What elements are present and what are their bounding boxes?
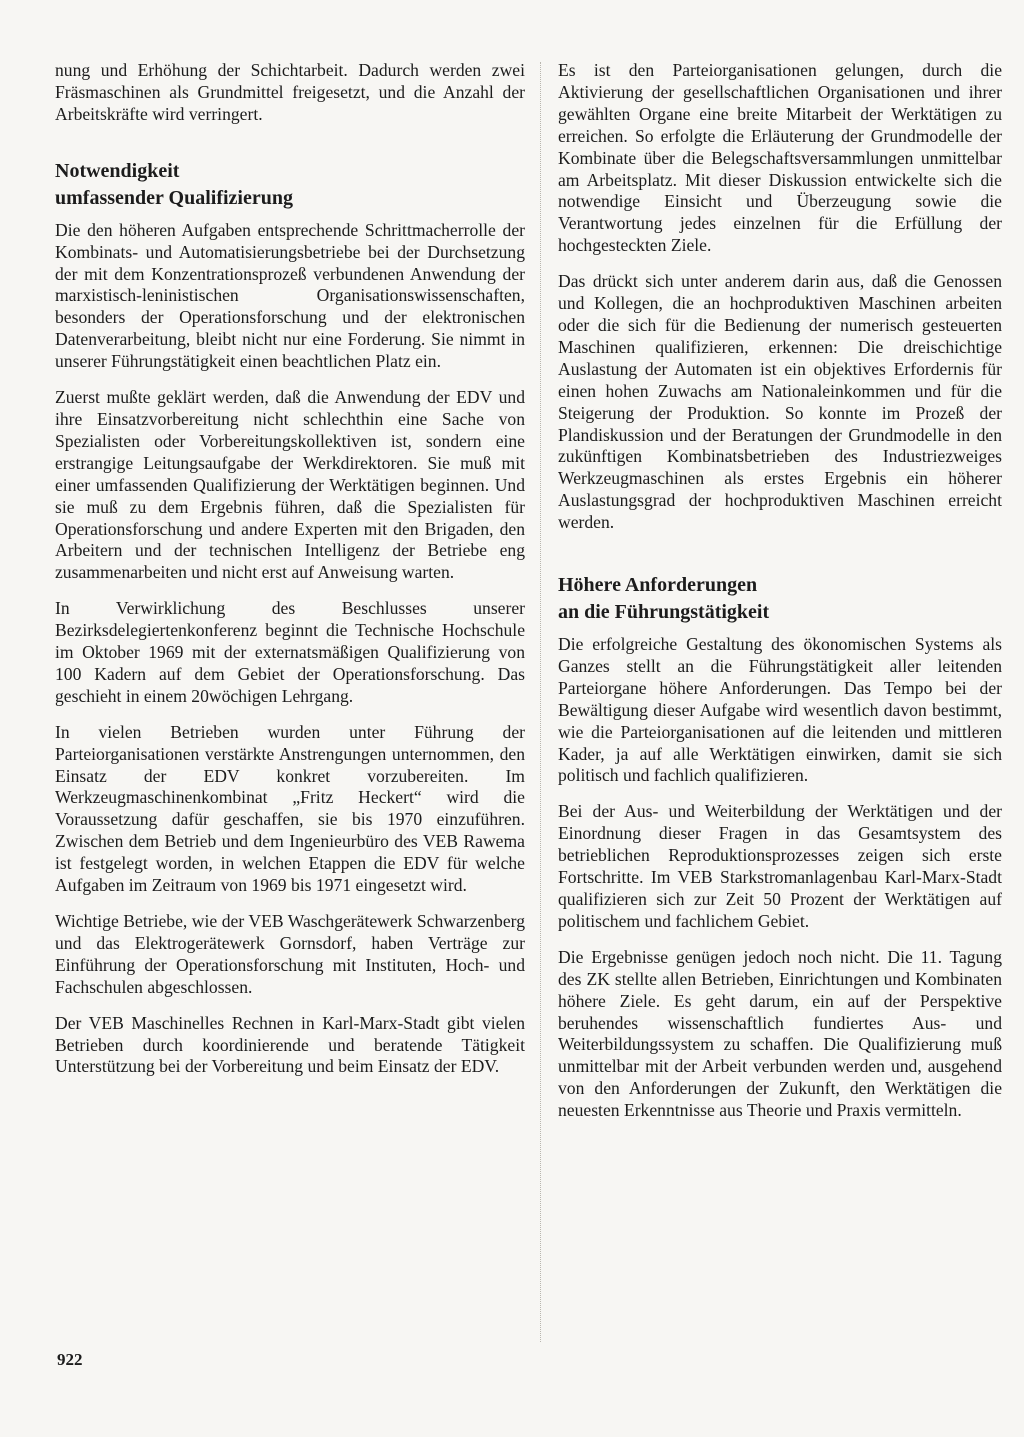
right-column bbox=[558, 60, 1002, 1136]
paragraph: Bei der Aus- und Weiterbildung der Werktätigen und der Einordnung dieser Fragen in das Gesamtsystem des betrieblichen Reproduktionsprozesses zeigen sich erste Fortschritte. Im VEB Starkstromanlagenbau Karl-Marx-Stadt qualifizieren sich zur Zeit 50 Prozent der Werktätigen auf politischem und fachlichem Gebiet. bbox=[558, 801, 1002, 931]
paragraph: Der VEB Maschinelles Rechnen in Karl-Marx-Stadt gibt vielen Betrieben durch koordinierende und beratende Tätigkeit Unterstützung bei der Vorbereitung und beim Einsatz der EDV. bbox=[55, 1012, 525, 1077]
heading-line: Notwendigkeit bbox=[55, 159, 180, 182]
heading-line: umfassender Qualifizierung bbox=[55, 186, 293, 209]
paragraph: nung und Erhöhung der Schichtarbeit. Dadurch werden zwei Fräsmaschinen als Grundmittel freigesetzt, und die Anzahl der Arbeitskräfte wird verringert. bbox=[55, 60, 525, 124]
paragraph: Die Ergebnisse genügen jedoch noch nicht. Die 11. Tagung des ZK stellte allen Betrieben, Einrichtungen und Kombinaten höhere Ziele. Es geht darum, ein auf der Perspektive beruhendes wissenschaftlich fundiertes Aus- und Weiterbildungssystem zu schaffen. Die Qualifizierung muß unmittelbar mit der Arbeit verbunden werden und, ausgehend von den Anforderungen der Zukunft, den Werktätigen die neuesten Erkenntnisse aus Theorie und Praxis vermitteln. bbox=[558, 946, 1002, 1121]
section-heading-qualifizierung bbox=[55, 158, 525, 212]
section-heading-fuehrungstaetigkeit bbox=[558, 572, 1002, 626]
paragraph: Zuerst mußte geklärt werden, daß die Anwendung der EDV und ihre Einsatzvorbereitung nicht schlechthin eine Sache von Spezialisten oder Vorbereitungskollektiven ist, sondern eine erstrangige Leitungsaufgabe der Werkdirektoren. Sie muß mit einer umfassenden Qualifizierung der Werktätigen beginnen. Und sie muß zu dem Ergebnis führen, daß die Spezialisten für Operationsforschung und andere Experten mit den Brigaden, den Arbeitern und der technischen Intelligenz der Betriebe eng zusammenarbeiten und nicht erst auf Anweisung warten. bbox=[55, 387, 525, 583]
page-number: 922 bbox=[57, 1350, 83, 1369]
paragraph: Es ist den Parteiorganisationen gelungen, durch die Aktivierung der gesellschaftlichen Organisationen und ihrer gewählten Organe eine breite Mitarbeit der Werktätigen zu erreichen. So erfolgte die Erläuterung der Grundmodelle der Kombinate über die Belegschaftsversammlungen unmittelbar am Arbeitsplatz. Mit dieser Diskussion entwickelte sich die notwendige Einsicht und Überzeugung sowie die Verantwortung jedes einzelnen für die Erfüllung der hochgesteckten Ziele. bbox=[558, 60, 1002, 256]
paragraph: Wichtige Betriebe, wie der VEB Waschgerätewerk Schwarzenberg und das Elektrogerätewerk Gornsdorf, haben Verträge zur Einführung der Operationsforschung mit Instituten, Hoch- und Fachschulen abgeschlossen. bbox=[55, 911, 525, 997]
heading-line: Höhere Anforderungen bbox=[558, 574, 758, 597]
paragraph: Die erfolgreiche Gestaltung des ökonomischen Systems als Ganzes stellt an die Führungstätigkeit aller leitenden Parteiorgane höhere Anforderungen. Das Tempo bei der Bewältigung dieser Aufgabe wird wesentlich davon bestimmt, wie die Parteiorganisationen auf die leitenden und mittleren Kader, ja auf alle Werktätigen einwirken, damit sie sich politisch und fachlich qualifizieren. bbox=[558, 634, 1002, 786]
paragraph: In Verwirklichung des Beschlusses unserer Bezirksdelegiertenkonferenz beginnt die Technische Hochschule im Oktober 1969 mit der externatsmäßigen Qualifizierung von 100 Kadern auf dem Gebiet der Operationsforschung. Das geschieht in einem 20wöchigen Lehrgang. bbox=[55, 598, 525, 706]
paragraph: Das drückt sich unter anderem darin aus, daß die Genossen und Kollegen, die an hochproduktiven Maschinen arbeiten oder die sich für die Bedienung der numerisch gesteuerten Maschinen qualifizieren, erkennen: Die dreischichtige Auslastung der Automaten ist ein objektives Erfordernis für einen hohen Zuwachs am Nationaleinkommen und für die Steigerung der Produktion. So konnte im Prozeß der Plandiskussion und der Beratungen der Grundmodelle in den zukünftigen Kombinatsbetrieben des Industriezweiges Werkzeugmaschinen als erstes Ergebnis ein höherer Auslastungsgrad der hochproduktiven Maschinen erreicht werden. bbox=[558, 271, 1002, 533]
paragraph: Die den höheren Aufgaben entsprechende Schrittmacherrolle der Kombinats- und Automatisierungsbetriebe bei der Durchsetzung der mit dem Konzentrationsprozeß verbundenen Anwendung der marxistisch-leninistischen Organisationswissenschaften, besonders der Operationsforschung und der elektronischen Datenverarbeitung, bleibt nicht nur eine Forderung. Sie nimmt in unserer Führungstätigkeit einen beachtlichen Platz ein. bbox=[55, 219, 525, 372]
heading-line: an die Führungstätigkeit bbox=[558, 601, 770, 624]
column-divider bbox=[540, 62, 541, 1342]
left-column bbox=[55, 60, 525, 1092]
paragraph: In vielen Betrieben wurden unter Führung der Parteiorganisationen verstärkte Anstrengungen unternommen, den Einsatz der EDV konkret vorzubereiten. Im Werkzeugmaschinenkombinat „Fritz Heckert“ wird die Voraussetzung dafür geschaffen, sie bis 1970 einzuführen. Zwischen dem Betrieb und dem Ingenieurbüro des VEB Rawema ist festgelegt worden, in welchen Etappen die EDV für welche Aufgaben im Zeitraum von 1969 bis 1971 eingesetzt wird. bbox=[55, 721, 525, 896]
